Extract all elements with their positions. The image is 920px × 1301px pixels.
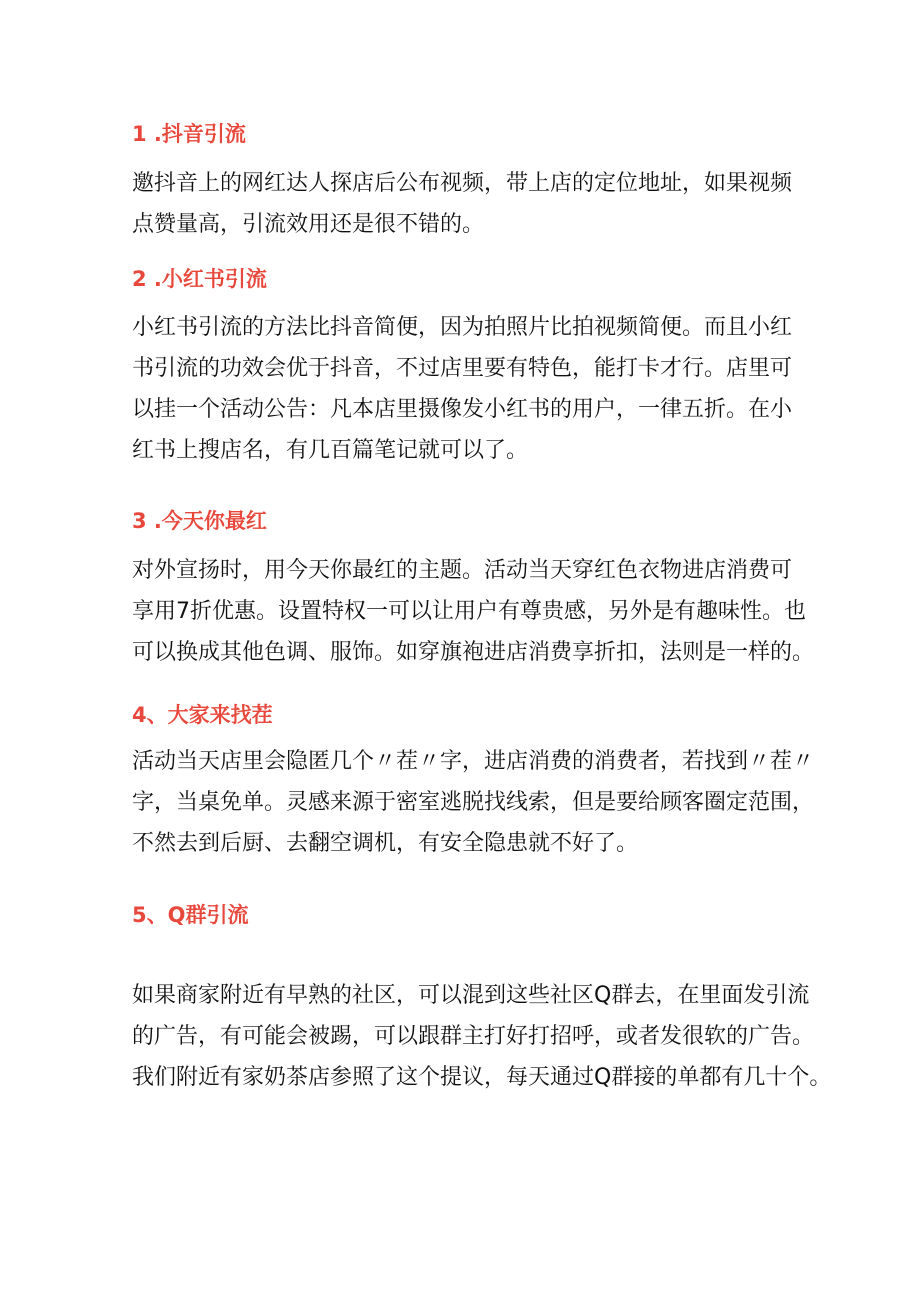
section-4-line-1: 活动当天店里会隐匿几个〃茬〃字，进店消费的消费者，若找到〃茬〃 (132, 749, 815, 774)
section-2-body (132, 307, 807, 471)
section-3-line-1: 对外宣扬时，用今天你最红的主题。活动当天穿红色衣物进店消费可 (132, 558, 793, 583)
section-1-line-2: 点赞量高，引流效用还是很不错的。 (132, 212, 485, 237)
section-3-heading: 3 .今天你最红 (132, 509, 267, 533)
section-3-body (132, 550, 815, 673)
section-4-heading: 4、大家来找茬 (132, 703, 273, 727)
section-5-body (132, 975, 832, 1098)
section-5-heading: 5、Q群引流 (132, 903, 249, 927)
section-2-line-1: 小红书引流的方法比抖音简便，因为拍照片比拍视频简便。而且小红 (132, 315, 793, 340)
section-2-heading: 2 .小红书引流 (132, 267, 267, 291)
section-5-line-3: 我们附近有家奶茶店参照了这个提议，每天通过Q群接的单都有几十个。 (132, 1065, 832, 1090)
section-1-line-1: 邀抖音上的网红达人探店后公布视频，带上店的定位地址，如果视频 (132, 171, 793, 196)
section-1-body (132, 163, 807, 245)
section-4-line-2: 字，当桌免单。灵感来源于密室逃脱找线索，但是要给顾客圈定范围， (132, 790, 815, 815)
section-2-line-4: 红书上搜店名，有几百篇笔记就可以了。 (132, 438, 529, 463)
section-2-line-2: 书引流的功效会优于抖音，不过店里要有特色，能打卡才行。店里可 (132, 356, 793, 381)
section-2-line-3: 以挂一个活动公告：凡本店里摄像发小红书的用户，一律五折。在小 (132, 397, 793, 422)
section-5-line-1: 如果商家附近有早熟的社区，可以混到这些社区Q群去，在里面发引流 (132, 983, 810, 1008)
section-3-line-2: 享用7折优惠。设置特权一可以让用户有尊贵感，另外是有趣味性。也 (132, 599, 806, 624)
section-4-line-3: 不然去到后厨、去翻空调机，有安全隐患就不好了。 (132, 831, 639, 856)
section-1-heading: 1 .抖音引流 (132, 122, 246, 146)
section-5-line-2: 的广告，有可能会被踢，可以跟群主打好打招呼，或者发很软的广告。 (132, 1024, 815, 1049)
section-3-line-3: 可以换成其他色调、服饰。如穿旗袍进店消费享折扣，法则是一样的。 (132, 640, 815, 665)
section-4-body (132, 741, 815, 864)
